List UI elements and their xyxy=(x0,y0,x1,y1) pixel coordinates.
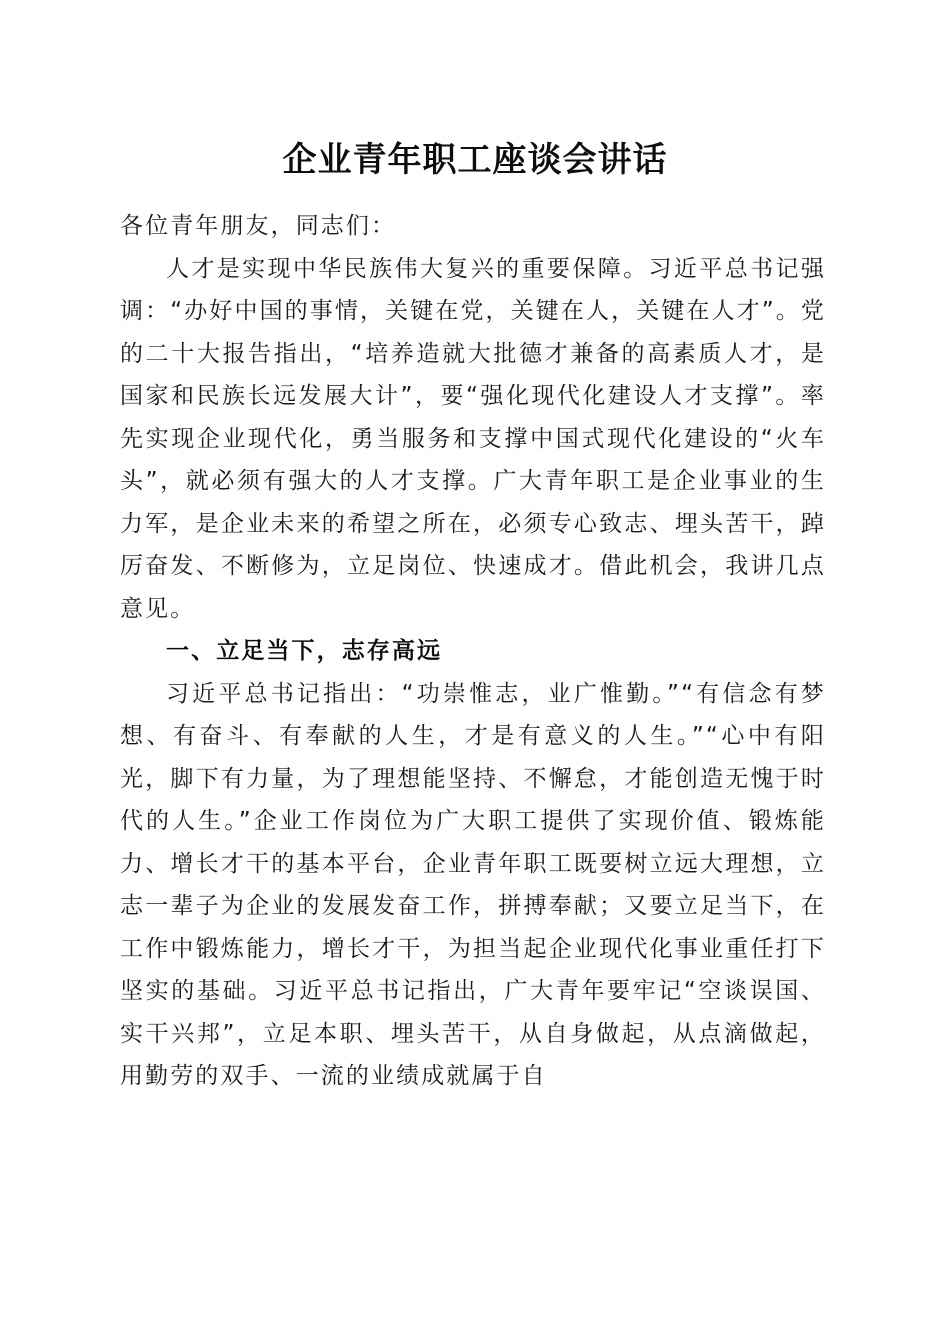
section-heading-1: 一、立足当下，志存高远 xyxy=(166,638,443,664)
salutation: 各位青年朋友，同志们： xyxy=(120,213,397,239)
paragraph-section-1: 习近平总书记指出：“功崇惟志，业广惟勤。”“有信念有梦想、有奋斗、有奉献的人生，才是有意义的人生。”“心中有阳光，脚下有力量，为了理想能坚持、不懈怠，才能创造无愧于时代的人生。”企业工作岗位为广大职工提供了实现价值、锻炼能力、增长才干的基本平台，企业青年职工既要树立远大理想，立志一辈子为企业的发展发奋工作，拼搏奉献；又要立足当下，在工作中锻炼能力，增长才干，为担当起企业现代化事业重任打下坚实的基础。习近平总书记指出，广大青年要牢记“空谈误国、实干兴邦”，立足本职、埋头苦干，从自身做起，从点滴做起，用勤劳的双手、一流的业绩成就属于自 xyxy=(120,680,826,1089)
paragraph-intro: 人才是实现中华民族伟大复兴的重要保障。习近平总书记强调：“办好中国的事情，关键在党，关键在人，关键在人才”。党的二十大报告指出，“培养造就大批德才兼备的高素质人才，是国家和民族长远发展大计”，要“强化现代化建设人才支撑”。率先实现企业现代化，勇当服务和支撑中国式现代化建设的“火车头”，就必须有强大的人才支撑。广大青年职工是企业事业的生力军，是企业未来的希望之所在，必须专心致志、埋头苦干，踔厉奋发、不断修为，立足岗位、快速成才。借此机会，我讲几点意见。 xyxy=(120,255,826,622)
document-title: 企业青年职工座谈会讲话 xyxy=(282,140,668,180)
document-body xyxy=(120,205,826,1098)
